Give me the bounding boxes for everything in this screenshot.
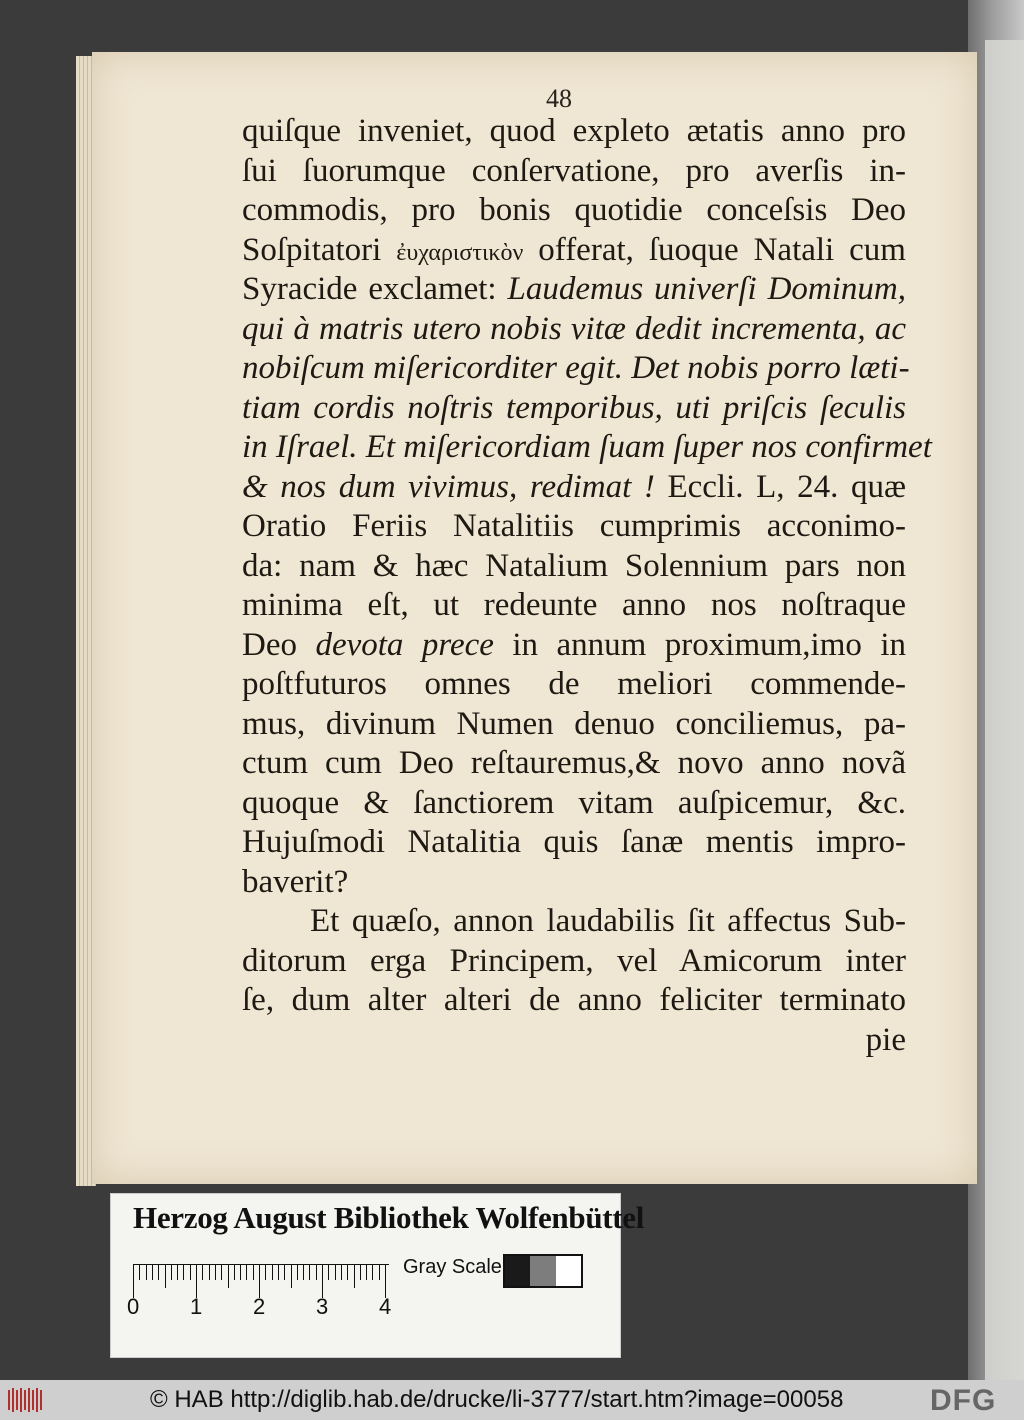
gray-scale-patches	[503, 1254, 583, 1288]
text-line	[242, 981, 906, 1021]
ruler-label: 0	[127, 1294, 140, 1319]
text-span: quoque & ſanctiorem vitam auſpicemur, &c.	[242, 784, 906, 821]
text-span: & nos dum vivimus, redimat !	[242, 468, 655, 505]
text-span: Syracide exclamet:	[242, 271, 508, 307]
text-span: Eccli. L, 24. quæ	[654, 468, 906, 505]
ruler-tick	[158, 1264, 159, 1280]
copyright-url[interactable]: © HAB http://diglib.hab.de/drucke/li-3777/start.htm?image=00058	[150, 1386, 844, 1413]
text-line	[242, 231, 906, 271]
ruler-tick	[328, 1264, 329, 1280]
text-line	[242, 310, 906, 350]
text-span: Hujuſmodi Natalitia quis ſanæ mentis impro-	[242, 824, 906, 860]
text-span: nobiſcum miſericorditer egit. Det nobis porro læti-	[242, 350, 910, 386]
text-line	[242, 942, 906, 982]
text-span: da: nam & hæc Natalium Solennium pars non	[242, 547, 906, 584]
ruler-tick	[146, 1264, 147, 1280]
text-span: minima eſt, ut redeunte anno nos noſtraque	[242, 587, 906, 623]
text-line	[242, 1021, 906, 1061]
ruler-tick	[347, 1264, 348, 1280]
gray-patch	[556, 1256, 581, 1286]
ruler-tick	[215, 1264, 216, 1280]
gray-scale-label: Gray Scale	[403, 1256, 502, 1278]
gray-patch	[505, 1256, 530, 1286]
text-span: Oratio Feriis Natalitiis cumprimis acconimo-	[242, 508, 906, 544]
ruler-tick	[372, 1264, 373, 1280]
text-span: devota prece	[315, 626, 494, 663]
ruler-tick	[316, 1264, 317, 1280]
text-line	[242, 112, 906, 152]
ruler-tick	[354, 1264, 355, 1288]
text-span: Soſpitatori	[242, 231, 397, 268]
ruler-tick	[139, 1264, 140, 1280]
text-span: baverit?	[242, 863, 349, 900]
dfg-logo: DFG	[930, 1384, 997, 1417]
text-line	[242, 626, 906, 666]
text-span: in Iſrael. Et miſericordiam ſuam ſuper nos confirmet	[242, 429, 932, 465]
text-line	[242, 823, 906, 863]
ruler-tick	[246, 1264, 247, 1280]
ruler-tick	[366, 1264, 367, 1280]
text-span: commodis, pro bonis quotidie conceſsis Deo	[242, 192, 906, 228]
text-span: quiſque inveniet, quod expleto ætatis anno pro	[242, 113, 906, 149]
text-span: offerat, ſuoque Natali cum	[523, 231, 906, 268]
card-title: Herzog August Bibliothek Wolfenbüttel	[133, 1200, 645, 1235]
ruler-tick	[177, 1264, 178, 1280]
text-span: tiam cordis noſtris temporibus, uti priſcis ſeculis	[242, 389, 906, 426]
ruler-label: 4	[379, 1294, 392, 1319]
ruler-tick	[221, 1264, 222, 1280]
text-span: ditorum erga Principem, vel Amicorum inter	[242, 942, 906, 979]
gray-patch	[530, 1256, 555, 1286]
ruler-tick	[322, 1264, 323, 1298]
text-span: Deo	[242, 626, 316, 663]
ruler-label: 2	[253, 1294, 266, 1319]
ruler-tick	[196, 1264, 197, 1298]
text-line	[242, 705, 906, 745]
text-span: ſe, dum alter alteri de anno feliciter terminato	[242, 982, 906, 1018]
text-line	[242, 152, 906, 192]
ruler-tick	[209, 1264, 210, 1280]
text-line	[242, 468, 906, 508]
hab-logo-icon	[6, 1386, 46, 1414]
ruler-tick	[171, 1264, 172, 1280]
ruler-tick	[272, 1264, 273, 1280]
ruler-tick	[240, 1264, 241, 1280]
text-line	[242, 902, 906, 942]
text-span: Laudemus univerſi Dominum,	[507, 271, 907, 307]
ruler-tick	[360, 1264, 361, 1280]
color-calibration-card	[110, 1193, 645, 1358]
ruler-tick	[165, 1264, 166, 1288]
text-line	[242, 389, 906, 429]
ruler-tick	[202, 1264, 203, 1280]
text-span: pie	[865, 1021, 906, 1058]
adjacent-sheet-light	[985, 40, 1024, 1380]
text-span: poſtfuturos omnes de meliori commende-	[242, 666, 906, 702]
ruler-tick	[265, 1264, 266, 1280]
text-line	[242, 191, 906, 231]
text-line	[242, 349, 910, 389]
text-line	[242, 547, 906, 587]
footer-bar	[0, 1380, 1024, 1420]
text-line	[242, 586, 906, 626]
ruler-tick	[385, 1264, 386, 1298]
text-span: mus, divinum Numen denuo conciliemus, pa-	[242, 705, 906, 742]
ruler-tick	[297, 1264, 298, 1280]
text-line	[242, 507, 906, 547]
ruler-tick	[309, 1264, 310, 1280]
ruler-label: 3	[316, 1294, 329, 1319]
ruler-tick	[278, 1264, 279, 1280]
text-line	[242, 784, 906, 824]
text-span: ſui ſuorumque conſervatione, pro averſis in-	[242, 152, 906, 189]
ruler-tick	[291, 1264, 292, 1288]
ruler-tick	[183, 1264, 184, 1280]
text-span: ἐυχαριστικὸν	[396, 239, 524, 266]
text-line	[242, 665, 906, 705]
text-span: in annum proximum,imo in	[493, 626, 906, 663]
ruler-tick	[234, 1264, 235, 1280]
ruler-tick	[335, 1264, 336, 1280]
ruler-tick	[259, 1264, 260, 1298]
page-text	[242, 112, 932, 1060]
ruler-tick	[228, 1264, 229, 1288]
text-line	[242, 428, 932, 468]
ruler-label: 1	[190, 1294, 203, 1319]
ruler-tick	[152, 1264, 153, 1280]
text-line	[242, 863, 906, 903]
ruler-tick	[379, 1264, 380, 1280]
ruler-tick	[303, 1264, 304, 1280]
ruler-tick	[133, 1264, 134, 1298]
text-span: ctum cum Deo reſtauremus,& novo anno novã	[242, 745, 906, 781]
ruler-tick	[284, 1264, 285, 1280]
ruler-tick	[190, 1264, 191, 1280]
text-line	[242, 744, 906, 784]
text-span: qui à matris utero nobis vitæ dedit incrementa, ac	[242, 310, 906, 347]
text-span: Et quæſo, annon laudabilis ſit affectus Sub-	[310, 903, 906, 939]
text-line	[242, 270, 906, 310]
page-number: 48	[546, 84, 572, 113]
ruler-tick	[253, 1264, 254, 1280]
ruler-tick	[341, 1264, 342, 1280]
